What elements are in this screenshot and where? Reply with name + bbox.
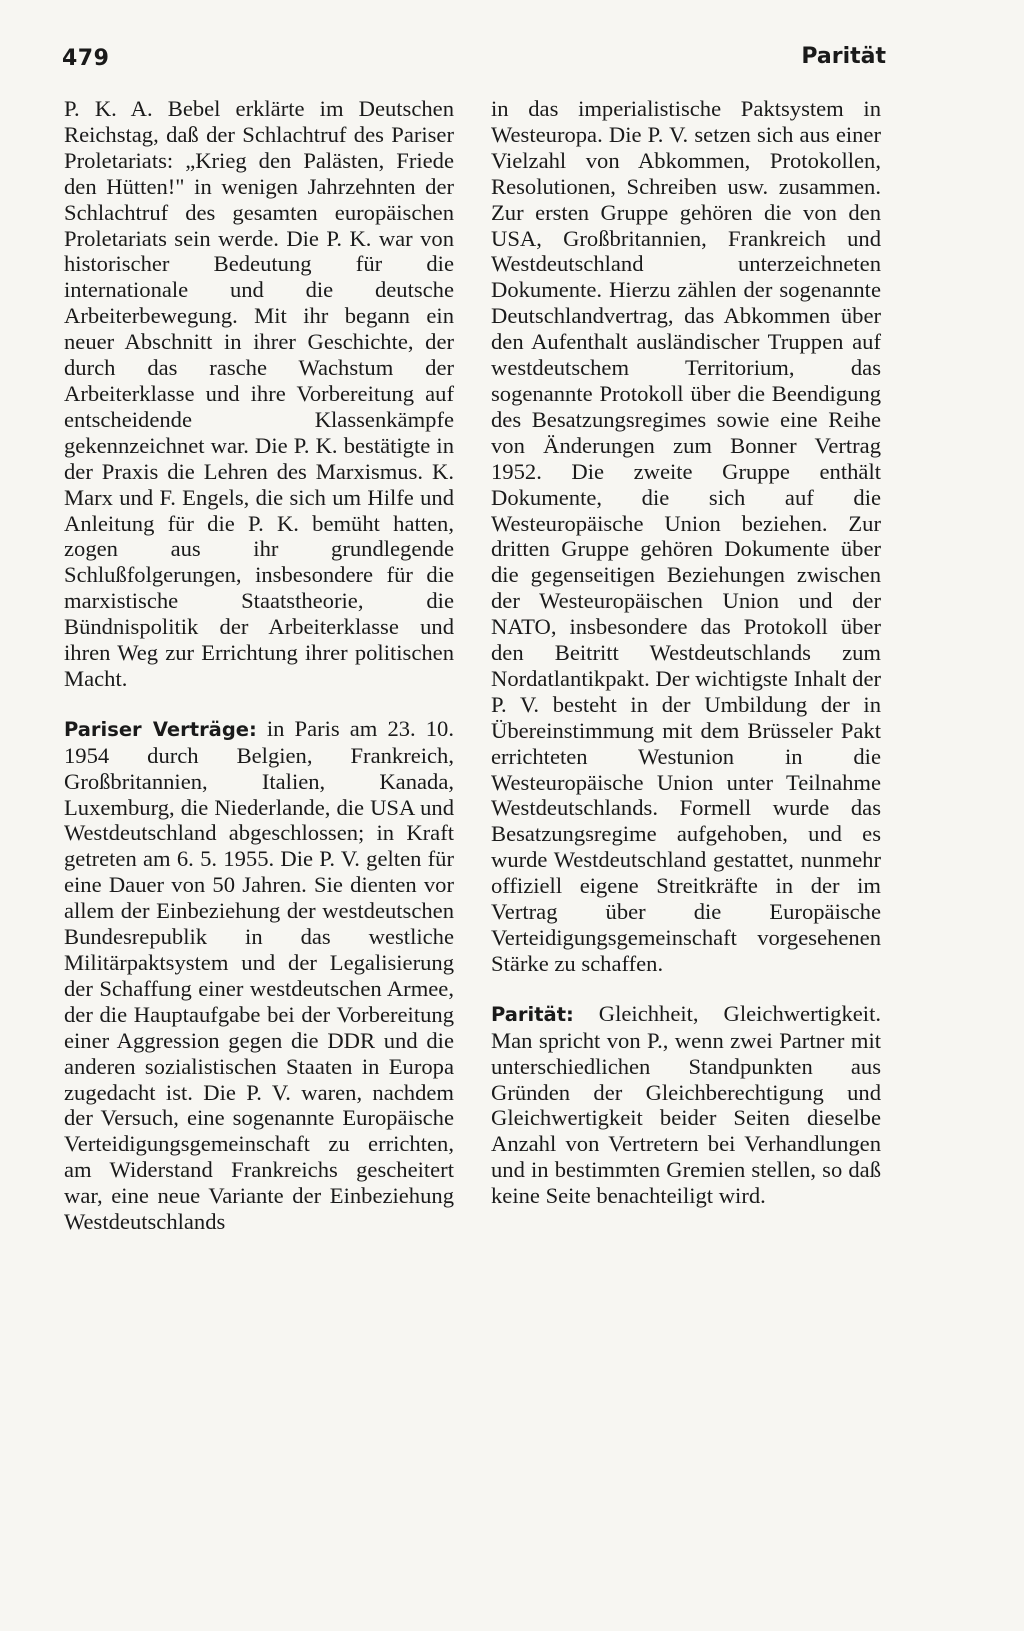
paris-commune-entry-continuation: P. K. A. Bebel erklärte im Deutschen Reichstag, daß der Schlachtruf des Pariser Proletariats: „Krieg den Palästen, Friede den Hütten!" in wenigen Jahrzehnten der Schlachtruf des gesamten europäischen Proletariats sein werde. Die P. K. war von historischer Bedeutung für die internationale und die deutsche Arbeiterbewegung. Mit ihr begann ein neuer Abschnitt in ihrer Geschichte, der durch das rasche Wachstum der Arbeiterklasse und ihre Vorbereitung auf entscheidende Klassenkämpfe gekennzeichnet war. Die P. K. bestätigte in der Praxis die Lehren des Marxismus. K. Marx und F. Engels, die sich um Hilfe und Anleitung für die P. K. bemüht hatten, zogen aus ihr grundlegende Schlußfolgerungen, insbesondere für die marxistische Staatstheorie, die Bündnispolitik der Arbeiterklasse und ihren Weg zur Errichtung ihrer politischen Macht.	[64, 96, 454, 691]
entry-text-pariser-vertraege: in Paris am 23. 10. 1954 durch Belgien, Frankreich, Großbritannien, Italien, Kanada, Luxemburg, die Niederlande, die USA und Westdeutschland abgeschlossen; in Kraft getreten am 6. 5. 1955. Die P. V. gelten für eine Dauer von 50 Jahren. Sie dienten vor allem der Einbeziehung der westdeutschen Bundesrepublik in das westliche Militärpaktsystem und der Legalisierung der Schaffung einer westdeutschen Armee, der die Hauptaufgabe bei der Vorbereitung einer Aggression gegen die DDR und die anderen sozialistischen Staaten in Europa zugedacht ist. Die P. V. waren, nachdem der Versuch, eine sogenannte Europäische Verteidigungsgemeinschaft zu errichten, am Widerstand Frankreichs gescheitert war, eine neue Variante der Einbeziehung Westdeutschlands	[64, 715, 454, 1235]
entry-pariser-vertraege	[64, 716, 454, 1235]
running-head: Parität	[801, 44, 886, 69]
entry-term-paritaet: Parität:	[491, 1002, 574, 1026]
entry-paritaet	[491, 1001, 881, 1209]
entry-term-pariser-vertraege: Pariser Verträge:	[64, 717, 257, 741]
left-column	[64, 96, 454, 1235]
right-column	[491, 96, 881, 1209]
page-number: 479	[62, 46, 110, 71]
pariser-vertraege-entry-continuation: in das imperialistische Paktsystem in Westeuropa. Die P. V. setzen sich aus einer Vielzahl von Abkommen, Protokollen, Resolutionen, Schreiben usw. zusammen. Zur ersten Gruppe gehören die von den USA, Großbritannien, Frankreich und Westdeutschland unterzeichneten Dokumente. Hierzu zählen der sogenannte Deutschlandvertrag, das Abkommen über den Aufenthalt ausländischer Truppen auf westdeutschem Territorium, das sogenannte Protokoll über die Beendigung des Besatzungsregimes sowie eine Reihe von Änderungen zum Bonner Vertrag 1952. Die zweite Gruppe enthält Dokumente, die sich auf die Westeuropäische Union beziehen. Zur dritten Gruppe gehören Dokumente über die gegenseitigen Beziehungen zwischen der Westeuropäischen Union und der NATO, insbesondere das Protokoll über den Beitritt Westdeutschlands zum Nordatlantikpakt. Der wichtigste Inhalt der P. V. besteht in der Umbildung der in Übereinstimmung mit dem Brüsseler Pakt errichteten Westunion in die Westeuropäische Union unter Teilnahme Westdeutschlands. Formell wurde das Besatzungsregime aufgehoben, und es wurde Westdeutschland gestattet, nunmehr offiziell eigene Streitkräfte in der im Vertrag über die Europäische Verteidigungsgemeinschaft vorgesehenen Stärke zu schaffen.	[491, 96, 881, 976]
entry-text-paritaet: Gleichheit, Gleichwertigkeit. Man spricht von P., wenn zwei Partner mit unterschiedlichen Standpunkten aus Gründen der Gleichberechtigung und Gleichwertigkeit beider Seiten dieselbe Anzahl von Vertretern bei Verhandlungen und in bestimmten Gremien stellen, so daß keine Seite benachteiligt wird.	[491, 1000, 881, 1209]
